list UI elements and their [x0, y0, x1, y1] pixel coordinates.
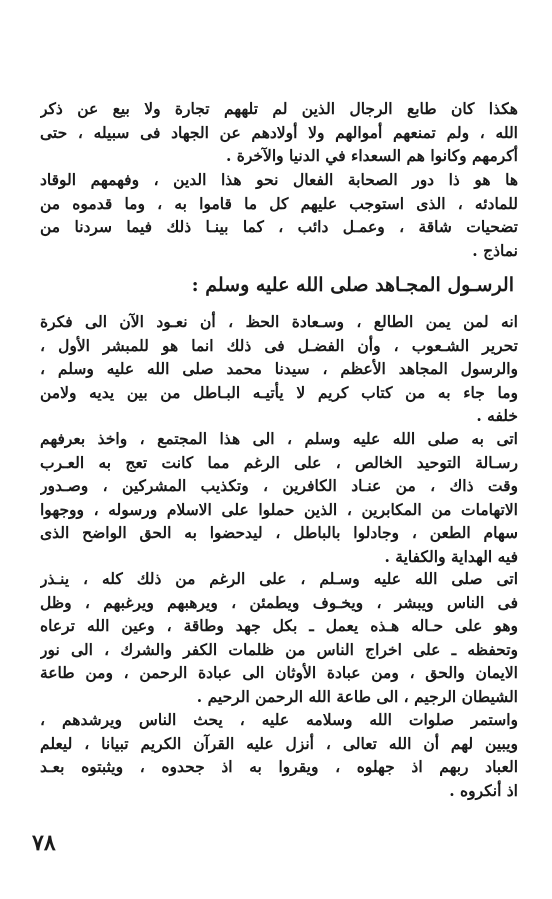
- paragraph-1-line-3: أكرمهم وكانوا هم السعداء في الدنيا والآخرة .: [225, 146, 518, 165]
- paragraph-6: [40, 708, 518, 802]
- paragraph-5-line-5: الايمان والحق ، ومن عبادة الأوثان الى عبادة الرحمن ، ومن طاعة: [40, 663, 518, 682]
- paragraph-3-line-1: انه لمن يمن الطالع ، وسـعادة الحظ ، أن نعـود الآن الى فكرة: [40, 312, 518, 331]
- paragraph-5-line-2: فى الناس ويبشر ، ويخـوف ويطمئن ، ويرهبهم ويرغبهم ، وظل: [40, 592, 518, 612]
- section-heading: الرسـول المجـاهد صلى الله عليه وسلم :: [191, 274, 514, 296]
- paragraph-5: [40, 567, 518, 708]
- paragraph-5-line-6: الشيطان الرجيم ، الى طاعة الله الرحمن الرحيم .: [196, 686, 518, 706]
- paragraph-2: [40, 168, 518, 262]
- paragraph-4-line-5: سهام الطعن ، وجادلوا بالباطل ، ليدحضوا به الحق الواضح الذى: [40, 523, 518, 542]
- paragraph-6-line-3: العباد ربهم اذ جهلوه ، ويقروا به اذ جحدوه ، ويثبتوه بعـد: [40, 757, 518, 776]
- paragraph-3-line-4: وما جاء به من كتاب كريم لا يأتيـه البـاطل من بين يديه ولامن: [40, 382, 518, 402]
- paragraph-2-line-4: نماذج .: [472, 240, 518, 260]
- paragraph-6-line-2: ويبين لهم أن الله تعالى ، أنزل عليه القرآن الكريم تبيانا ، ليعلم: [40, 733, 518, 753]
- paragraph-4-line-6: فيه الهداية والكفاية .: [384, 546, 518, 566]
- paragraph-2-line-3: تضحيات شاقة ، وعمـل دائب ، كما بينـا ذلك فيما سردنا من: [40, 217, 518, 236]
- paragraph-1: [40, 97, 518, 168]
- paragraph-4: [40, 427, 518, 568]
- paragraph-4-line-4: الاتهامات من المكابرين ، الذين حملوا على الاسلام ورسوله ، ووجهوا: [40, 499, 518, 519]
- paragraph-2-line-2: للمادئه ، الذى استوجب عليهم كل ما قاموا به ، وما قدموه من: [40, 193, 518, 213]
- paragraph-3-line-3: والرسول المجاهد الأعظم ، سيدنا محمد صلى الله عليه وسلم ،: [40, 359, 518, 378]
- paragraph-3-line-5: خلفه .: [476, 406, 518, 425]
- page-number: ٧٨: [32, 830, 56, 856]
- paragraph-6-line-4: اذ أنكروه .: [449, 780, 518, 800]
- paragraph-3-line-2: تحرير الشـعوب ، وأن الفضـل فى ذلك انما هو للمبشر الأول ،: [40, 335, 518, 355]
- paragraph-1-line-1: هكذا كان طابع الرجال الذين لم تلههم تجارة ولا بيع عن ذكر: [40, 99, 518, 118]
- paragraph-2-line-1: ها هو ذا دور الصحابة الفعال نحو هذا الدين ، وفهمهم الوقاد: [40, 170, 518, 189]
- paragraph-5-line-4: وتحفظه ـ على اخراج الناس من ظلمات الكفر والشرك ، الى نور: [40, 639, 518, 659]
- paragraph-6-line-1: واستمر صلوات الله وسلامه عليه ، يحث الناس ويرشدهم ،: [40, 710, 518, 729]
- paragraph-4-line-3: وقت ذاك ، من عنـاد الكافرين ، وتكذيب المشركين ، وصـدور: [40, 476, 518, 495]
- paragraph-5-line-3: وهو على حـاله هـذه يعمل ـ بكل جهد وطاقة ، وعين الله ترعاه: [40, 616, 518, 635]
- paragraph-4-line-1: اتى به صلى الله عليه وسلم ، الى هذا المجتمع ، واخذ بعرفهم: [40, 429, 518, 448]
- paragraph-3: [40, 310, 518, 428]
- paragraph-1-line-2: الله ، ولم تمنعهم أموالهم ولا أولادهم عن الجهاد فى سبيله ، حتى: [40, 122, 518, 142]
- paragraph-4-line-2: رسـالة التوحيد الخالص ، على الرغم مما كانت تعج به العـرب: [40, 452, 518, 472]
- paragraph-5-line-1: اتى صلى الله عليه وسـلم ، على الرغم من ذلك كله ، ينـذر: [40, 569, 518, 588]
